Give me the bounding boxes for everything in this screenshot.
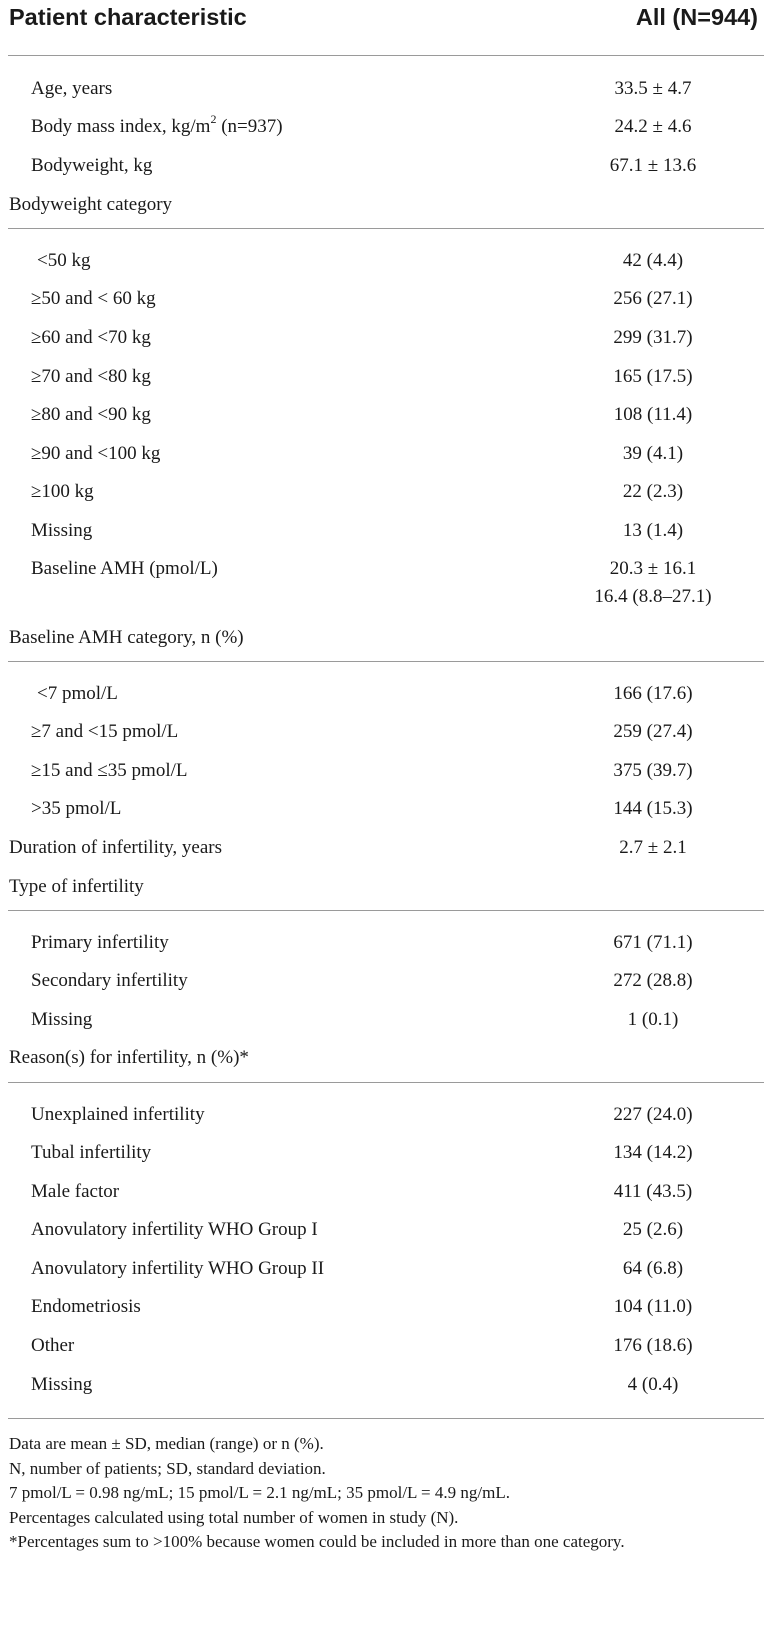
row-label: Missing	[31, 1374, 93, 1395]
table-row	[0, 1257, 772, 1295]
row-label: <50 kg	[37, 250, 91, 271]
table-row-bodyweight	[0, 154, 772, 192]
table-row	[0, 682, 772, 720]
table-row	[0, 442, 772, 480]
row-value: 144 (15.3)	[613, 798, 693, 819]
section-label: Reason(s) for infertility, n (%)*	[9, 1047, 249, 1068]
row-value: 42 (4.4)	[622, 250, 684, 271]
footnote: 7 pmol/L = 0.98 ng/mL; 15 pmol/L = 2.1 ng/mL; 35 pmol/L = 4.9 ng/mL.	[9, 1483, 510, 1502]
row-label: Baseline AMH (pmol/L)	[31, 558, 218, 579]
row-value: 108 (11.4)	[613, 404, 693, 425]
section-heading-amh-category	[0, 626, 772, 664]
footnote: Data are mean ± SD, median (range) or n (%).	[9, 1434, 324, 1453]
row-value: 1 (0.1)	[627, 1009, 679, 1030]
row-label: ≥70 and <80 kg	[31, 366, 151, 387]
row-value: 259 (27.4)	[613, 721, 693, 742]
row-value: 64 (6.8)	[622, 1258, 684, 1279]
row-value: 22 (2.3)	[622, 481, 684, 502]
section-heading-type-of-infertility	[0, 875, 772, 913]
table-row	[0, 969, 772, 1007]
section-divider	[8, 661, 764, 662]
row-label: Bodyweight, kg	[31, 155, 153, 176]
row-value: 411 (43.5)	[613, 1181, 693, 1202]
table-footnotes	[9, 1432, 765, 1555]
row-label: Primary infertility	[31, 932, 169, 953]
row-label: Unexplained infertility	[31, 1104, 205, 1125]
section-label: Baseline AMH category, n (%)	[9, 627, 244, 648]
table-header	[0, 0, 772, 56]
section-label: Type of infertility	[9, 876, 144, 897]
table-row	[0, 1141, 772, 1179]
footnote: N, number of patients; SD, standard deviation.	[9, 1458, 326, 1478]
table-row-duration	[0, 836, 772, 874]
row-label: Tubal infertility	[31, 1142, 152, 1163]
row-label: ≥90 and <100 kg	[31, 443, 161, 464]
row-value: 33.5 ± 4.7	[614, 78, 692, 99]
row-label: ≥60 and <70 kg	[31, 327, 151, 348]
column-header-all: All (N=944)	[635, 4, 758, 30]
row-value: 166 (17.6)	[613, 683, 693, 704]
table-row	[0, 759, 772, 797]
row-value-median: 16.4 (8.8–27.1)	[594, 586, 712, 607]
table-row	[0, 1008, 772, 1046]
row-value: 104 (11.0)	[613, 1296, 693, 1317]
column-header-characteristic: Patient characteristic	[9, 4, 247, 30]
table-row-age	[0, 77, 772, 115]
row-value: 20.3 ± 16.1	[609, 558, 697, 579]
row-value: 256 (27.1)	[613, 288, 693, 309]
row-value: 299 (31.7)	[613, 327, 693, 348]
table-row	[0, 249, 772, 287]
section-heading-bodyweight-category	[0, 193, 772, 231]
row-label: ≥7 and <15 pmol/L	[31, 721, 179, 742]
row-label: Missing	[31, 1009, 93, 1030]
header-divider	[8, 55, 764, 56]
row-value: 2.7 ± 2.1	[619, 837, 687, 858]
row-label: Missing	[31, 520, 93, 541]
row-value: 671 (71.1)	[613, 932, 693, 953]
row-value: 227 (24.0)	[613, 1104, 693, 1125]
row-value: 176 (18.6)	[613, 1335, 693, 1356]
row-value: 13 (1.4)	[622, 520, 684, 541]
table-row	[0, 1218, 772, 1256]
table-row	[0, 1180, 772, 1218]
row-label: Male factor	[31, 1181, 120, 1202]
row-value: 67.1 ± 13.6	[609, 155, 697, 176]
section-label: Bodyweight category	[9, 194, 173, 215]
section-divider	[8, 1082, 764, 1083]
table-row	[0, 519, 772, 557]
table-row	[0, 403, 772, 441]
row-value: 24.2 ± 4.6	[614, 116, 692, 137]
footnote: Percentages calculated using total number of women in study (N).	[9, 1507, 459, 1527]
row-label: ≥50 and < 60 kg	[31, 288, 156, 309]
row-label: >35 pmol/L	[31, 798, 122, 819]
row-label: Body mass index, $kg/m^2$ (n=937)	[31, 111, 283, 137]
row-label: ≥15 and ≤35 pmol/L	[31, 760, 188, 781]
table-row	[0, 480, 772, 518]
table-row	[0, 287, 772, 325]
table-row	[0, 931, 772, 969]
row-label: Other	[31, 1335, 75, 1356]
row-value: 39 (4.1)	[622, 443, 684, 464]
table-row-bmi	[0, 111, 772, 153]
row-value: 4 (0.4)	[627, 1374, 679, 1395]
section-heading-reasons	[0, 1046, 772, 1084]
row-value: 165 (17.5)	[613, 366, 693, 387]
row-value: 375 (39.7)	[613, 760, 693, 781]
row-label: ≥100 kg	[31, 481, 94, 502]
row-label: Anovulatory infertility WHO Group II	[31, 1258, 325, 1279]
table-row	[0, 1373, 772, 1411]
table-bottom-divider	[8, 1418, 764, 1419]
footnote: *Percentages sum to >100% because women could be included in more than one category.	[9, 1532, 625, 1551]
table-row	[0, 1103, 772, 1141]
row-label: Anovulatory infertility WHO Group I	[31, 1219, 318, 1240]
row-label: <7 pmol/L	[37, 683, 118, 704]
row-value: 272 (28.8)	[613, 970, 693, 991]
table-row-baseline-amh	[0, 557, 772, 621]
table-row	[0, 326, 772, 364]
row-value: 134 (14.2)	[613, 1142, 693, 1163]
section-divider	[8, 228, 764, 229]
table-row	[0, 797, 772, 835]
table-row	[0, 720, 772, 758]
row-value: 25 (2.6)	[622, 1219, 684, 1240]
row-label: Duration of infertility, years	[9, 837, 222, 858]
section-divider	[8, 910, 764, 911]
row-label: ≥80 and <90 kg	[31, 404, 151, 425]
table-row	[0, 1334, 772, 1372]
table-row	[0, 1295, 772, 1333]
row-label: Secondary infertility	[31, 970, 188, 991]
row-label: Age, years	[31, 78, 113, 99]
table-row	[0, 365, 772, 403]
row-label: Endometriosis	[31, 1296, 141, 1317]
